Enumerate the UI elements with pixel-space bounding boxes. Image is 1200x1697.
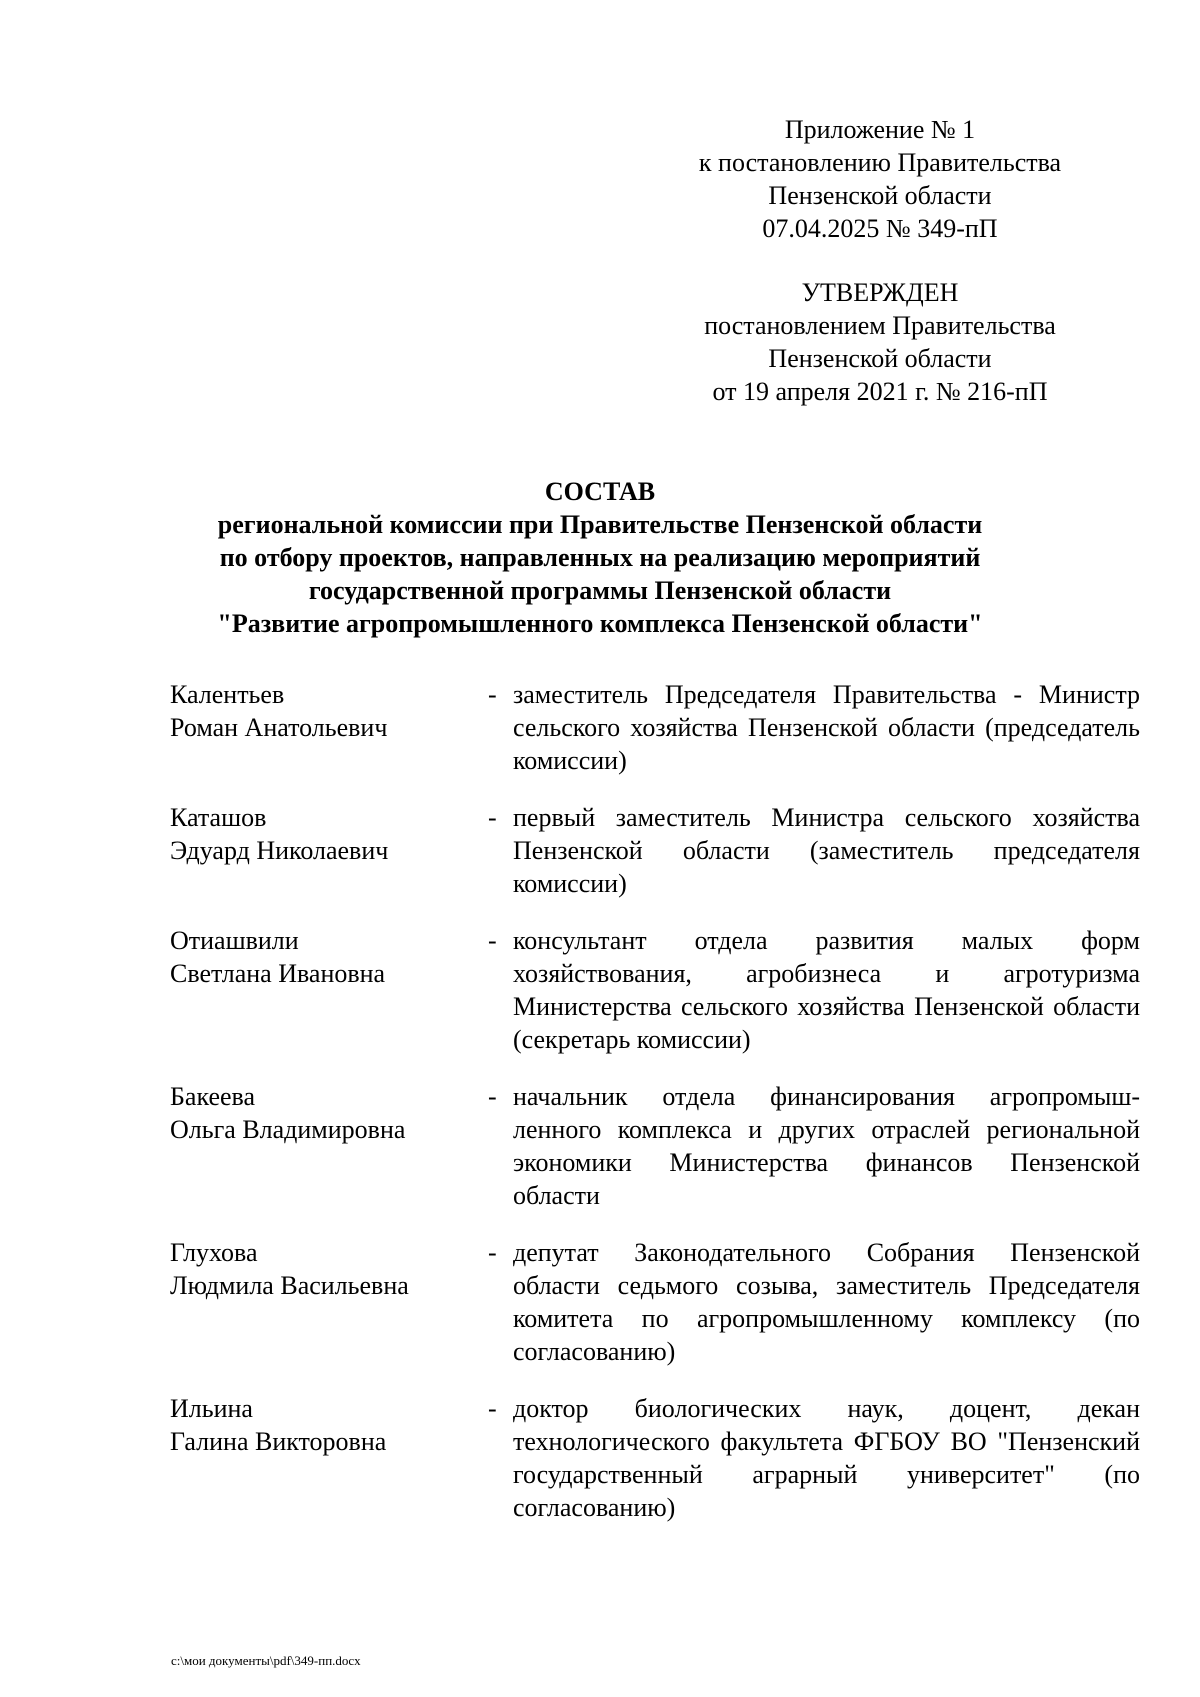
approved-reference: постановлением Правительства [704, 311, 1056, 340]
member-name: Каташов Эдуард Николаевич [170, 803, 389, 865]
file-path-footer: c:\мои документы\pdf\349-пп.docx [171, 1653, 361, 1668]
appendix-region: Пензенской области [768, 181, 992, 210]
member-list [170, 678, 1150, 1524]
title-heading: СОСТАВ [544, 477, 656, 506]
member-position: депутат Законодательного Собрания Пензенской области седьмого созыва, заместитель Председателя комитета по агропромышленному комплексу (по согласованию) [513, 1238, 1140, 1366]
appendix-block [660, 113, 1100, 245]
member-name: Глухова Людмила Васильевна [170, 1238, 409, 1300]
member-name: Ильина Галина Викторовна [170, 1394, 387, 1456]
member-position: доктор биологических наук, доцент, декан технологического факультета ФГБОУ ВО "Пензенский государственный аграрный университет" (по согласованию) [513, 1394, 1140, 1522]
member-row [170, 924, 1150, 1056]
approved-block [660, 276, 1100, 408]
member-row [170, 1392, 1150, 1524]
member-row [170, 678, 1150, 777]
member-dash: - [488, 1238, 497, 1267]
title-line-5: "Развитие агропромышленного комплекса Пензенской области" [217, 609, 983, 638]
title-line-4: государственной программы Пензенской области [308, 576, 892, 605]
member-position: начальник отдела финансирования агропромыш-ленного комплекса и других отраслей региональной экономики Министерства финансов Пензенской области [513, 1082, 1140, 1210]
member-name: Бакеева Ольга Владимировна [170, 1082, 406, 1144]
approved-region: Пензенской области [768, 344, 992, 373]
member-row [170, 1080, 1150, 1212]
member-position: заместитель Председателя Правительства - Министр сельского хозяйства Пензенской области (председатель комиссии) [513, 680, 1140, 775]
document-title [150, 475, 1050, 640]
member-dash: - [488, 803, 497, 832]
approved-date: от 19 апреля 2021 г. № 216-пП [712, 377, 1048, 406]
title-line-3: по отбору проектов, направленных на реализацию мероприятий [219, 543, 981, 572]
member-dash: - [488, 680, 497, 709]
appendix-date: 07.04.2025 № 349-пП [762, 214, 998, 243]
member-name: Калентьев Роман Анатольевич [170, 680, 388, 742]
member-row [170, 801, 1150, 900]
title-line-2: региональной комиссии при Правительстве Пензенской области [217, 510, 983, 539]
member-dash: - [488, 1082, 497, 1111]
appendix-number: Приложение № 1 [784, 115, 976, 144]
member-dash: - [488, 926, 497, 955]
member-name: Отиашвили Светлана Ивановна [170, 926, 386, 988]
approved-heading: УТВЕРЖДЕН [801, 278, 959, 307]
member-position: консультант отдела развития малых форм хозяйствования, агробизнеса и агротуризма Министерства сельского хозяйства Пензенской области (секретарь комиссии) [513, 926, 1140, 1054]
member-dash: - [488, 1394, 497, 1423]
member-row [170, 1236, 1150, 1368]
member-position: первый заместитель Министра сельского хозяйства Пензенской области (заместитель председателя комиссии) [513, 803, 1140, 898]
appendix-reference: к постановлению Правительства [698, 148, 1062, 177]
